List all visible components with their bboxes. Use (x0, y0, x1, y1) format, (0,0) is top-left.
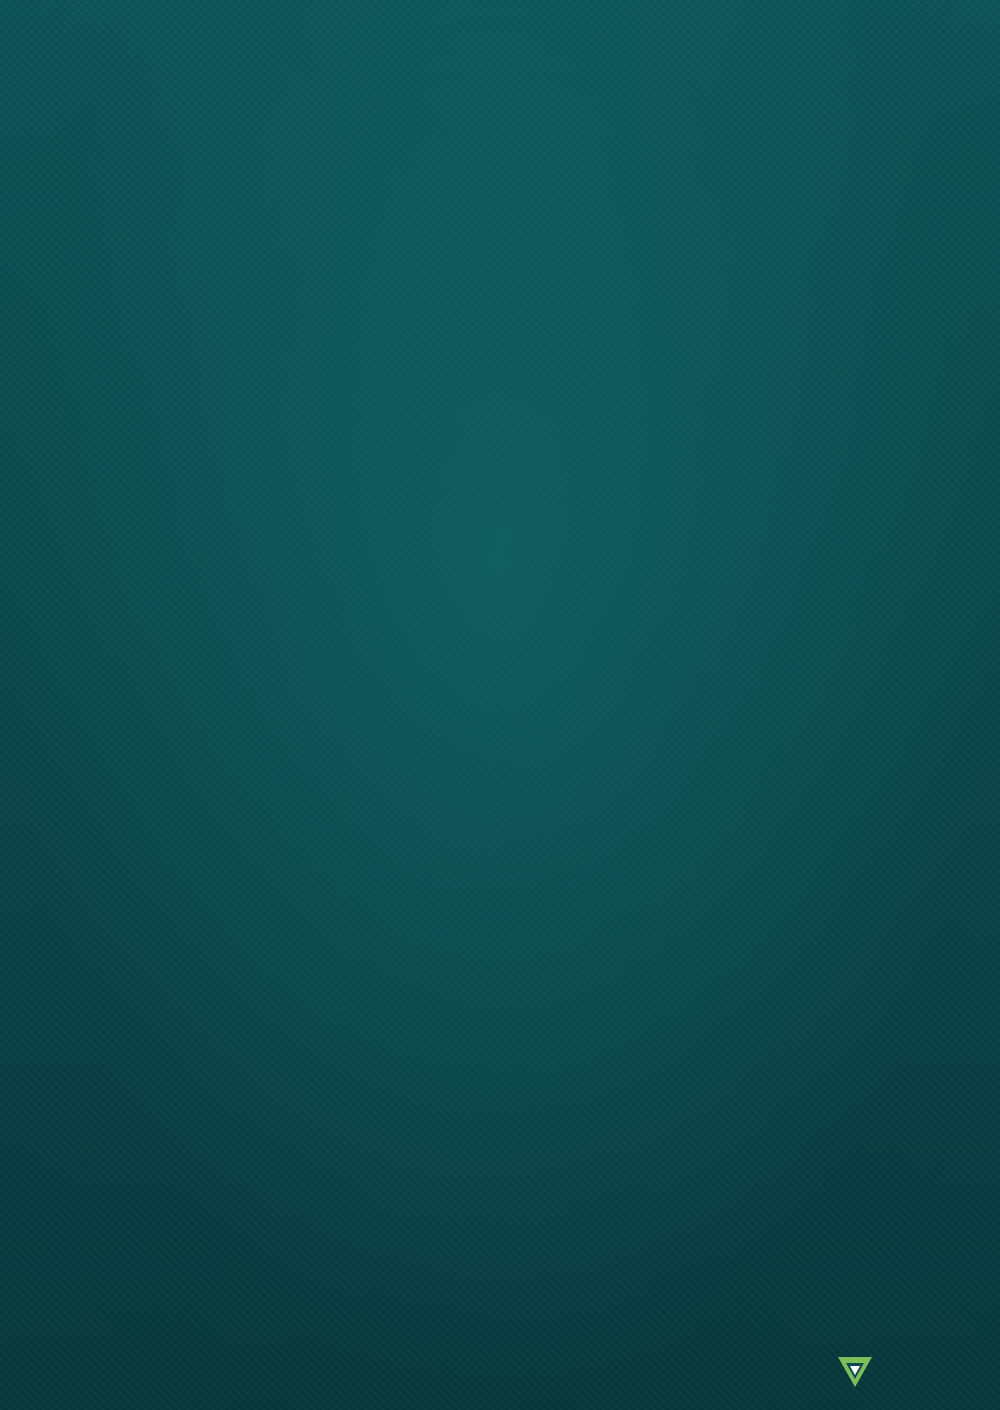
sicoob-logo (838, 1350, 988, 1402)
sicoob-logo-icon (838, 1355, 872, 1389)
